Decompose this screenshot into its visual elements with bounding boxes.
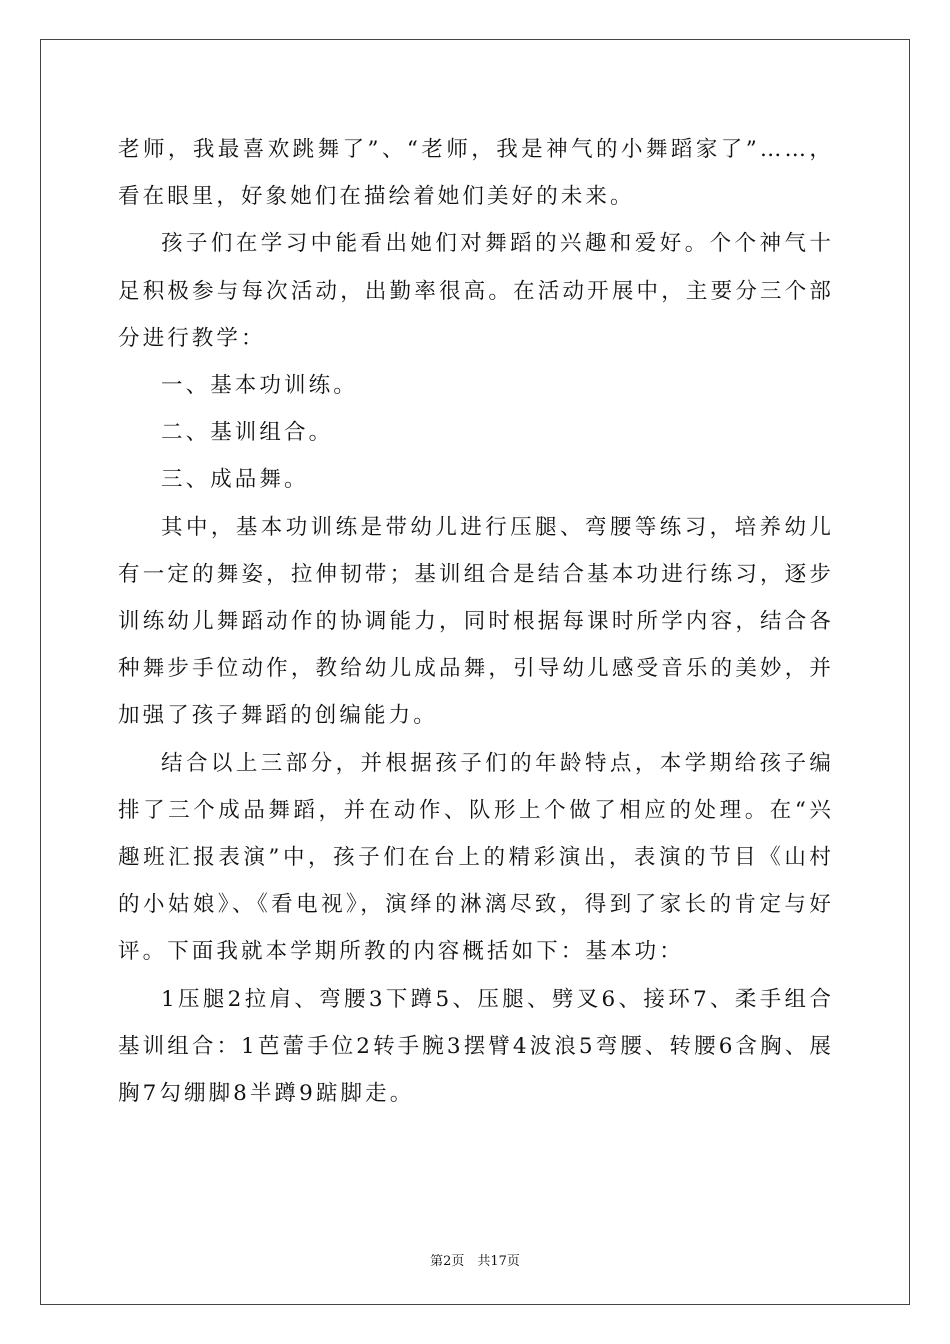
paragraph: 其中，基本功训练是带幼儿进行压腿、弯腰等练习，培养幼儿有一定的舞姿，拉伸韧带；基训组合是结合基本功进行练习，逐步训练幼儿舞蹈动作的协调能力，同时根据每课时所学内容，结合各种舞步手位动作，教给幼儿成品舞，引导幼儿感受音乐的美妙，并加强了孩子舞蹈的创编能力。 <box>118 514 834 729</box>
document-body <box>118 126 834 1117</box>
paragraph: 孩子们在学习中能看出她们对舞蹈的兴趣和爱好。个个神气十足积极参与每次活动，出勤率很高。在活动开展中，主要分三个部分进行教学： <box>118 231 834 351</box>
paragraph: 1压腿2拉肩、弯腰3下蹲5、压腿、劈叉6、接环7、柔手组合基训组合：1芭蕾手位2转手腕3摆臂4波浪5弯腰、转腰6含胸、展胸7勾绷脚8半蹲9踮脚走。 <box>118 986 834 1107</box>
paragraph: 结合以上三部分，并根据孩子们的年龄特点，本学期给孩子编排了三个成品舞蹈，并在动作、队形上个做了相应的处理。在“兴趣班汇报表演”中，孩子们在台上的精彩演出，表演的节目《山村的小姑娘》、《看电视》，演绎的淋漓尽致，得到了家长的肯定与好评。下面我就本学期所教的内容概括如下：基本功： <box>118 750 834 965</box>
list-item: 二、基训组合。 <box>161 420 334 446</box>
page-number: 第2页 共17页 <box>430 1254 520 1269</box>
list-item: 三、成品舞。 <box>161 467 309 493</box>
list-item: 一、基本功训练。 <box>161 373 358 399</box>
paragraph: 老师，我最喜欢跳舞了”、“老师，我是神气的小舞蹈家了”……，看在眼里，好象她们在描绘着她们美好的未来。 <box>118 137 834 210</box>
